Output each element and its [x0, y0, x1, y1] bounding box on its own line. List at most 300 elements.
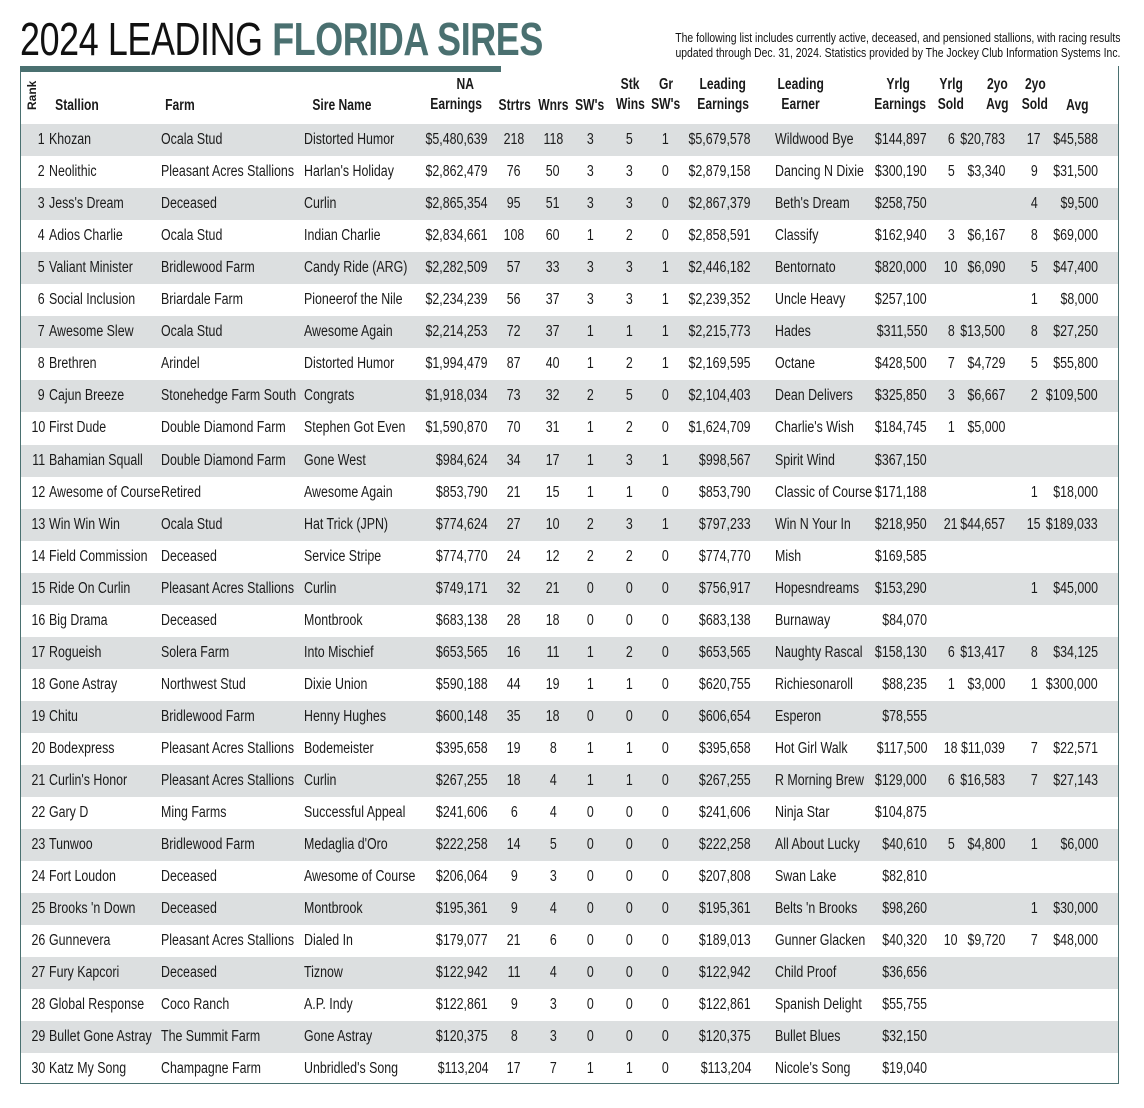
table-row: [21, 445, 1118, 477]
table-row: [21, 765, 1118, 797]
cell-leading-earnings: $122,942: [699, 964, 751, 982]
cell-rank: 25: [31, 900, 45, 918]
cell-graded-sw: 1: [661, 323, 669, 341]
cell-leading-earnings: $1,624,709: [688, 419, 751, 437]
cell-yearling-earnings: $325,850: [875, 387, 927, 405]
cell-starters: 27: [507, 515, 521, 533]
cell-winners: 21: [546, 579, 560, 597]
cell-stakes-wins: 0: [625, 611, 633, 629]
cell-stakes-winners: 2: [586, 547, 594, 565]
cell-stakes-winners: 3: [586, 259, 594, 277]
cell-stakes-wins: 1: [625, 1060, 633, 1078]
cell-rank: 21: [31, 772, 45, 789]
cell-2yo-avg: [941, 284, 1005, 316]
cell-2yo-avg: $3,000: [967, 675, 1005, 693]
cell-avg: [1021, 701, 1098, 733]
cell-graded-sw: 0: [661, 419, 669, 437]
header-stallion: Stallion: [55, 97, 99, 114]
cell-leading-earner: Octane: [775, 355, 815, 373]
cell-avg: $45,000: [1053, 579, 1098, 597]
cell-winners: 18: [546, 707, 560, 725]
table-row: [21, 893, 1118, 925]
cell-stallion: Bahamian Squall: [49, 451, 143, 469]
cell-yearling-earnings: $82,810: [882, 868, 927, 886]
cell-sire-name: Dixie Union: [304, 675, 368, 693]
cell-stakes-winners: 0: [586, 707, 594, 725]
cell-stallion: Cajun Breeze: [49, 387, 125, 405]
cell-2yo-sold: 15: [1027, 515, 1041, 533]
cell-graded-sw: 0: [661, 964, 669, 982]
cell-na-earnings: $195,361: [436, 900, 488, 918]
cell-starters: 56: [507, 291, 521, 309]
cell-na-earnings: $683,138: [436, 611, 488, 629]
cell-stakes-winners: 1: [586, 323, 594, 341]
cell-farm: Pleasant Acres Stallions: [161, 932, 295, 950]
cell-stallion: Awesome Slew: [49, 323, 134, 341]
cell-stallion: Social Inclusion: [49, 291, 136, 309]
cell-farm: Champagne Farm: [161, 1060, 261, 1078]
table-row: [21, 477, 1118, 509]
cell-2yo-avg: $5,000: [967, 419, 1005, 437]
cell-2yo-avg: $13,417: [960, 643, 1005, 661]
cell-leading-earner: Bentornato: [775, 259, 836, 277]
cell-leading-earner: Gunner Glacken: [775, 932, 866, 950]
cell-rank: 20: [31, 739, 45, 757]
cell-graded-sw: 0: [661, 547, 669, 565]
cell-2yo-avg: $16,583: [960, 772, 1005, 789]
cell-starters: 57: [507, 259, 521, 277]
cell-sire-name: Successful Appeal: [304, 804, 406, 822]
cell-stallion: Global Response: [49, 996, 145, 1014]
cell-sire-name: Montbrook: [304, 900, 363, 918]
cell-graded-sw: 0: [661, 836, 669, 854]
cell-yearling-sold: 1: [947, 419, 955, 437]
cell-2yo-avg: $11,039: [961, 739, 1005, 757]
table-row: [21, 252, 1118, 284]
cell-leading-earnings: $2,446,182: [688, 259, 751, 277]
cell-na-earnings: $2,834,661: [425, 227, 488, 245]
cell-2yo-avg: $6,667: [967, 387, 1005, 405]
cell-na-earnings: $122,942: [436, 964, 488, 982]
cell-leading-earnings: $2,867,379: [688, 195, 751, 213]
cell-farm: Pleasant Acres Stallions: [161, 772, 295, 789]
cell-2yo-avg: $44,657: [960, 515, 1005, 533]
cell-2yo-avg: [941, 573, 1005, 605]
cell-leading-earner: Swan Lake: [775, 868, 837, 886]
cell-rank: 14: [31, 547, 45, 565]
cell-sire-name: Curlin: [304, 579, 337, 597]
cell-farm: Pleasant Acres Stallions: [161, 579, 295, 597]
cell-winners: 12: [546, 547, 560, 565]
cell-na-earnings: $2,865,354: [425, 195, 488, 213]
header-yearling-sold: Yrlg Sold: [937, 76, 965, 113]
cell-graded-sw: 0: [661, 483, 669, 501]
cell-leading-earnings: $774,770: [699, 547, 751, 565]
cell-yearling-earnings: $144,897: [875, 131, 927, 148]
table-row: [21, 220, 1118, 252]
cell-avg: [1021, 541, 1098, 573]
cell-avg: [1021, 797, 1098, 829]
cell-starters: 18: [507, 772, 521, 789]
header-na-earnings: NA Earnings: [429, 76, 482, 113]
cell-farm: Deceased: [161, 964, 217, 982]
header-sire-name: Sire Name: [312, 97, 372, 114]
cell-yearling-sold: 6: [947, 131, 955, 148]
cell-2yo-sold: 2: [1030, 387, 1038, 405]
cell-graded-sw: 1: [661, 355, 669, 373]
cell-yearling-earnings: $40,320: [882, 932, 927, 950]
cell-na-earnings: $1,918,034: [425, 387, 488, 405]
cell-stallion: Awesome of Course: [49, 483, 161, 501]
cell-leading-earner: Dean Delivers: [775, 387, 853, 405]
cell-graded-sw: 0: [661, 163, 669, 181]
cell-winners: 3: [549, 1028, 557, 1046]
cell-farm: Ocala Stud: [161, 131, 223, 148]
cell-rank: 10: [31, 419, 45, 437]
cell-winners: 15: [546, 483, 560, 501]
cell-stakes-winners: 1: [586, 355, 594, 373]
cell-starters: 95: [507, 195, 521, 213]
header-graded-sw: Gr SW's: [651, 76, 681, 113]
cell-na-earnings: $122,861: [436, 996, 488, 1014]
header-stakes-winners: SW's: [575, 97, 605, 114]
cell-2yo-sold: 9: [1030, 163, 1038, 181]
cell-leading-earnings: $853,790: [699, 483, 751, 501]
cell-leading-earner: Dancing N Dixie: [775, 163, 864, 181]
cell-rank: 19: [31, 707, 45, 725]
header-winners: Wnrs: [537, 97, 569, 114]
cell-stallion: Brethren: [49, 355, 97, 373]
cell-leading-earner: Spanish Delight: [775, 996, 862, 1014]
cell-2yo-sold: 1: [1030, 291, 1038, 309]
table-header: [21, 66, 1118, 124]
cell-2yo-sold: 17: [1027, 131, 1041, 148]
cell-yearling-sold: 3: [947, 227, 955, 245]
cell-stallion: Katz My Song: [49, 1060, 127, 1078]
table-row: [21, 989, 1118, 1021]
header-2yo-sold: 2yo Sold: [1021, 76, 1049, 113]
cell-graded-sw: 0: [661, 387, 669, 405]
cell-sire-name: Gone West: [304, 451, 366, 469]
intro-note-line-2: updated through Dec. 31, 2024. Statistics provided by The Jockey Club Information Systems Inc.: [675, 45, 1120, 60]
cell-stakes-wins: 1: [625, 739, 633, 757]
page-title: [20, 14, 543, 64]
cell-stakes-winners: 1: [586, 739, 594, 757]
cell-na-earnings: $1,590,870: [425, 419, 488, 437]
cell-stakes-wins: 0: [625, 996, 633, 1014]
cell-leading-earnings: $5,679,578: [688, 131, 751, 148]
cell-sire-name: Congrats: [304, 387, 355, 405]
cell-na-earnings: $113,204: [437, 1060, 488, 1078]
cell-sire-name: Medaglia d'Oro: [304, 836, 388, 854]
cell-sire-name: Indian Charlie: [304, 227, 381, 245]
cell-leading-earnings: $653,565: [699, 643, 751, 661]
cell-avg: [1021, 957, 1098, 989]
cell-na-earnings: $2,282,509: [425, 259, 488, 277]
cell-2yo-avg: [941, 1053, 1005, 1085]
cell-avg: [1021, 1021, 1098, 1053]
cell-yearling-sold: 6: [947, 643, 955, 661]
cell-stakes-wins: 2: [625, 419, 633, 437]
cell-rank: 9: [38, 387, 45, 405]
cell-leading-earnings: $222,258: [699, 836, 751, 854]
cell-2yo-avg: $4,729: [967, 355, 1005, 373]
cell-2yo-avg: [941, 1021, 1005, 1053]
cell-yearling-earnings: $218,950: [875, 515, 927, 533]
cell-winners: 18: [546, 611, 560, 629]
cell-stakes-wins: 0: [625, 868, 633, 886]
cell-2yo-avg: [941, 861, 1005, 893]
cell-rank: 30: [31, 1060, 45, 1078]
cell-2yo-sold: 7: [1030, 739, 1038, 757]
cell-yearling-sold: 1: [947, 675, 955, 693]
cell-starters: 8: [510, 1028, 518, 1046]
cell-yearling-earnings: $117,500: [876, 739, 927, 757]
cell-stallion: Bullet Gone Astray: [49, 1028, 152, 1046]
cell-starters: 11: [507, 964, 521, 982]
cell-graded-sw: 0: [661, 707, 669, 725]
cell-farm: Deceased: [161, 611, 217, 629]
cell-farm: Northwest Stud: [161, 675, 246, 693]
cell-leading-earner: Nicole's Song: [775, 1060, 851, 1078]
cell-farm: Deceased: [161, 195, 217, 213]
cell-leading-earner: Child Proof: [775, 964, 837, 982]
cell-yearling-earnings: $300,190: [875, 163, 927, 181]
cell-yearling-sold: 18: [944, 739, 958, 757]
cell-leading-earnings: $998,567: [699, 451, 751, 469]
cell-stallion: Big Drama: [49, 611, 108, 629]
cell-avg: $27,143: [1053, 772, 1098, 789]
cell-starters: 24: [507, 547, 521, 565]
cell-farm: Coco Ranch: [161, 996, 230, 1014]
cell-stakes-winners: 0: [586, 964, 594, 982]
table-row: [21, 861, 1118, 893]
cell-rank: 11: [32, 451, 45, 469]
cell-stakes-winners: 1: [586, 483, 594, 501]
cell-farm: Ocala Stud: [161, 515, 223, 533]
cell-graded-sw: 1: [661, 259, 669, 277]
cell-stakes-winners: 3: [586, 163, 594, 181]
cell-leading-earner: Naughty Rascal: [775, 643, 863, 661]
cell-farm: Double Diamond Farm: [161, 451, 286, 469]
cell-stallion: First Dude: [49, 419, 107, 437]
cell-2yo-sold: 8: [1030, 227, 1038, 245]
cell-2yo-sold: 5: [1030, 259, 1038, 277]
table-row: [21, 316, 1118, 348]
cell-leading-earner: Burnaway: [775, 611, 831, 629]
cell-stakes-wins: 2: [625, 227, 633, 245]
cell-leading-earner: Uncle Heavy: [775, 291, 846, 309]
cell-na-earnings: $590,188: [436, 675, 488, 693]
cell-2yo-avg: $20,783: [960, 131, 1005, 148]
cell-rank: 13: [31, 515, 45, 533]
cell-2yo-avg: [941, 701, 1005, 733]
intro-note: [675, 30, 1120, 60]
cell-leading-earner: R Morning Brew: [775, 772, 864, 789]
cell-avg: $300,000: [1046, 675, 1098, 693]
cell-yearling-earnings: $169,585: [875, 547, 927, 565]
cell-na-earnings: $5,480,639: [425, 131, 488, 148]
cell-leading-earnings: $2,215,773: [688, 323, 751, 341]
cell-winners: 8: [549, 739, 557, 757]
cell-stakes-wins: 2: [625, 355, 633, 373]
header-farm: Farm: [165, 97, 195, 114]
cell-2yo-sold: 5: [1030, 355, 1038, 373]
cell-farm: Retired: [161, 483, 201, 501]
cell-sire-name: Henny Hughes: [304, 707, 387, 725]
cell-leading-earner: Mish: [775, 547, 802, 565]
cell-starters: 21: [507, 483, 521, 501]
cell-yearling-earnings: $153,290: [875, 579, 927, 597]
cell-starters: 87: [507, 355, 521, 373]
cell-sire-name: Distorted Humor: [304, 355, 395, 373]
cell-yearling-earnings: $162,940: [875, 227, 927, 245]
table-row: [21, 1021, 1118, 1053]
cell-avg: $31,500: [1053, 163, 1098, 181]
table-row: [21, 925, 1118, 957]
cell-na-earnings: $241,606: [436, 804, 488, 822]
cell-stakes-wins: 3: [625, 195, 633, 213]
cell-sire-name: Dialed In: [304, 932, 353, 950]
cell-stakes-winners: 1: [586, 675, 594, 693]
cell-yearling-earnings: $55,755: [882, 996, 927, 1014]
cell-sire-name: Montbrook: [304, 611, 363, 629]
cell-stallion: Gone Astray: [49, 675, 118, 693]
cell-2yo-avg: $13,500: [960, 323, 1005, 341]
cell-starters: 70: [507, 419, 521, 437]
cell-leading-earnings: $620,755: [699, 675, 751, 693]
cell-sire-name: Awesome Again: [304, 323, 393, 341]
cell-sire-name: Hat Trick (JPN): [304, 515, 389, 533]
cell-yearling-earnings: $258,750: [875, 195, 927, 213]
cell-yearling-earnings: $84,070: [882, 611, 927, 629]
header-starters: Strtrs: [498, 97, 531, 114]
cell-sire-name: A.P. Indy: [304, 996, 353, 1014]
cell-stallion: Brooks 'n Down: [49, 900, 136, 918]
table-row: [21, 797, 1118, 829]
cell-na-earnings: $653,565: [436, 643, 488, 661]
cell-2yo-sold: 1: [1030, 900, 1038, 918]
cell-stakes-wins: 3: [625, 259, 633, 277]
cell-2yo-avg: [941, 893, 1005, 925]
cell-yearling-sold: 8: [947, 323, 955, 341]
cell-leading-earnings: $120,375: [699, 1028, 751, 1046]
cell-leading-earnings: $395,658: [699, 739, 751, 757]
cell-starters: 17: [507, 1060, 521, 1078]
cell-stallion: Fort Loudon: [49, 868, 116, 886]
cell-yearling-sold: 6: [947, 772, 955, 789]
cell-rank: 28: [31, 996, 45, 1014]
cell-rank: 29: [31, 1028, 45, 1046]
cell-yearling-earnings: $158,130: [875, 643, 927, 661]
cell-starters: 34: [507, 451, 521, 469]
cell-leading-earnings: $2,858,591: [688, 227, 751, 245]
cell-leading-earnings: $2,879,158: [688, 163, 751, 181]
cell-na-earnings: $774,770: [436, 547, 488, 565]
cell-na-earnings: $267,255: [436, 772, 488, 789]
cell-starters: 14: [507, 836, 521, 854]
cell-yearling-earnings: $36,656: [882, 964, 927, 982]
cell-winners: 4: [549, 964, 557, 982]
cell-stakes-wins: 5: [625, 131, 633, 148]
cell-sire-name: Stephen Got Even: [304, 419, 406, 437]
cell-stakes-winners: 1: [586, 643, 594, 661]
cell-2yo-sold: 7: [1030, 772, 1038, 789]
cell-starters: 9: [510, 996, 518, 1014]
cell-2yo-avg: [941, 188, 1005, 220]
cell-sire-name: Awesome Again: [304, 483, 393, 501]
cell-stakes-winners: 0: [586, 579, 594, 597]
cell-leading-earner: Belts 'n Brooks: [775, 900, 858, 918]
cell-stakes-winners: 0: [586, 932, 594, 950]
cell-stakes-wins: 3: [625, 515, 633, 533]
cell-sire-name: Distorted Humor: [304, 131, 395, 148]
cell-leading-earnings: $756,917: [699, 579, 751, 597]
cell-stallion: Jess's Dream: [49, 195, 124, 213]
cell-avg: $47,400: [1053, 259, 1098, 277]
cell-rank: 1: [38, 131, 45, 148]
cell-rank: 18: [31, 675, 45, 693]
cell-avg: $69,000: [1053, 227, 1098, 245]
cell-2yo-avg: $6,090: [967, 259, 1005, 277]
title-year-leading: 2024 LEADING: [20, 13, 273, 65]
cell-stakes-winners: 1: [586, 451, 594, 469]
cell-leading-earnings: $189,013: [699, 932, 751, 950]
header-leading-earner: Leading Earner: [777, 76, 825, 113]
table-row: [21, 1053, 1118, 1085]
cell-2yo-avg: [941, 797, 1005, 829]
cell-sire-name: Into Mischief: [304, 643, 374, 661]
cell-farm: Ming Farms: [161, 804, 227, 822]
cell-stallion: Neolithic: [49, 163, 97, 181]
cell-2yo-sold: 1: [1030, 483, 1038, 501]
cell-starters: 6: [510, 804, 518, 822]
cell-farm: The Summit Farm: [161, 1028, 261, 1046]
cell-leading-earnings: $606,654: [699, 707, 751, 725]
cell-winners: 3: [549, 996, 557, 1014]
cell-rank: 4: [38, 227, 45, 245]
cell-na-earnings: $222,258: [436, 836, 488, 854]
cell-avg: [1021, 861, 1098, 893]
cell-graded-sw: 0: [661, 739, 669, 757]
cell-stakes-wins: 2: [625, 547, 633, 565]
table-row: [21, 733, 1118, 765]
cell-2yo-avg: $9,720: [967, 932, 1005, 950]
cell-2yo-avg: $6,167: [967, 227, 1005, 245]
cell-leading-earnings: $122,861: [699, 996, 751, 1014]
cell-avg: [1021, 412, 1098, 444]
cell-farm: Briardale Farm: [161, 291, 243, 309]
cell-avg: $18,000: [1053, 483, 1098, 501]
cell-winners: 6: [549, 932, 557, 950]
cell-avg: $34,125: [1053, 643, 1098, 661]
cell-stakes-wins: 2: [625, 643, 633, 661]
cell-graded-sw: 0: [661, 227, 669, 245]
cell-stakes-winners: 0: [586, 836, 594, 854]
cell-stallion: Ride On Curlin: [49, 579, 131, 597]
cell-graded-sw: 1: [661, 451, 669, 469]
cell-yearling-earnings: $311,550: [876, 323, 927, 341]
cell-stakes-winners: 2: [586, 515, 594, 533]
cell-2yo-avg: [941, 957, 1005, 989]
cell-yearling-earnings: $78,555: [882, 707, 927, 725]
cell-rank: 15: [31, 579, 45, 597]
cell-leading-earnings: $267,255: [699, 772, 751, 789]
cell-yearling-earnings: $19,040: [882, 1060, 927, 1078]
cell-stallion: Gunnevera: [49, 932, 111, 950]
title-florida-sires: FLORIDA SIRES: [272, 13, 543, 65]
cell-2yo-sold: 8: [1030, 323, 1038, 341]
